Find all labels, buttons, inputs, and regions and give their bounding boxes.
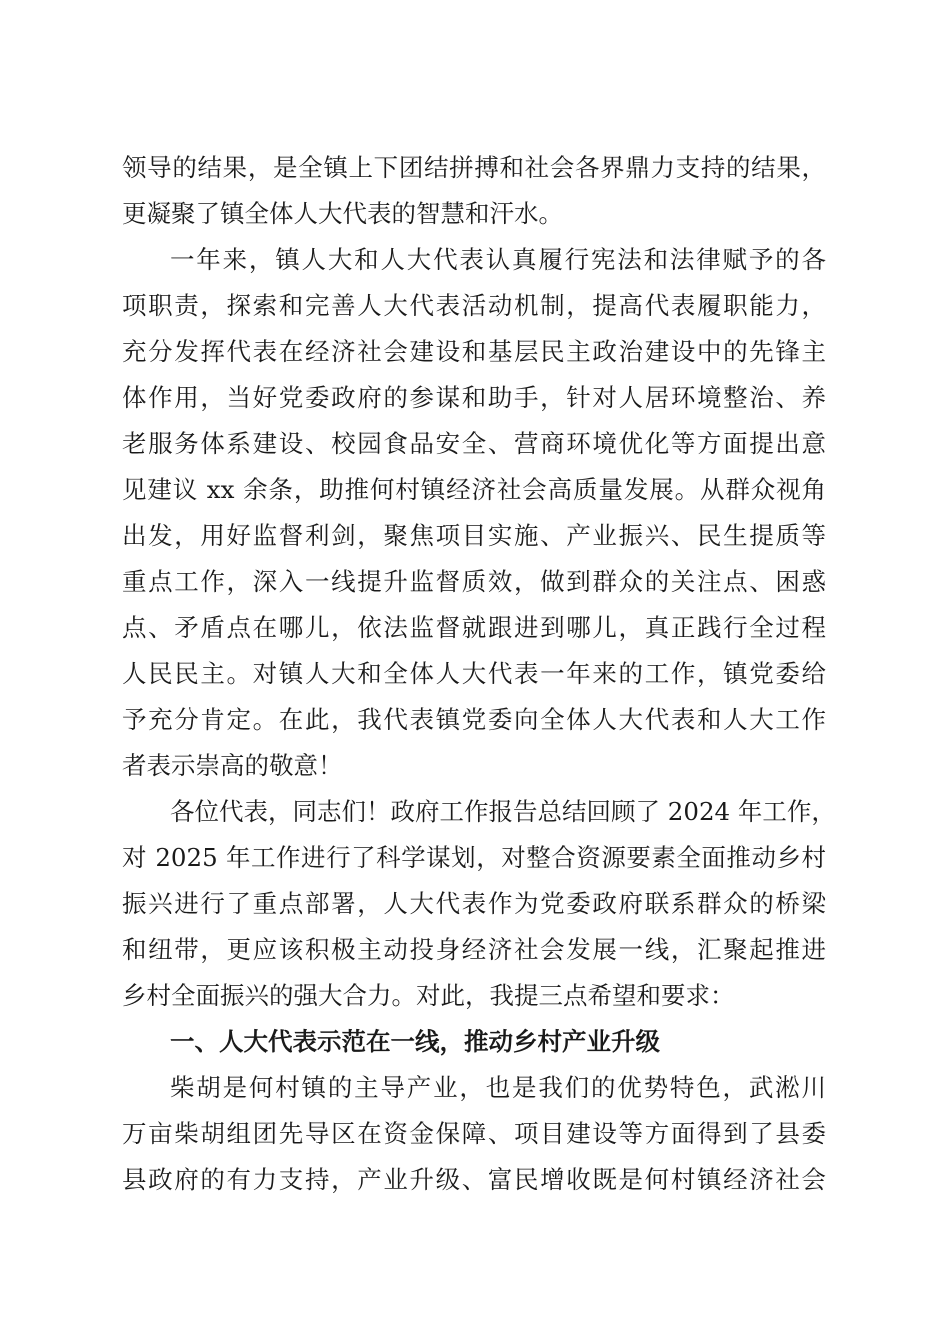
paragraph-line: 人民民主。对镇人大和全体人大代表一年来的工作，镇党委给 — [122, 659, 826, 688]
paragraph-line: 和纽带，更应该积极主动投身经济社会发展一线，汇聚起推进 — [122, 935, 826, 964]
paragraph-line: 振兴进行了重点部署，人大代表作为党委政府联系群众的桥梁 — [122, 889, 826, 918]
paragraph-line: 领导的结果，是全镇上下团结拼搏和社会各界鼎力支持的结果， — [122, 153, 826, 182]
paragraph-line: 乡村全面振兴的强大合力。对此，我提三点希望和要求： — [122, 981, 735, 1010]
paragraph-line: 万亩柴胡组团先导区在资金保障、项目建设等方面得到了县委 — [122, 1119, 826, 1148]
paragraph-line: 出发，用好监督利剑，聚焦项目实施、产业振兴、民生提质等 — [122, 521, 826, 550]
paragraph-line: 老服务体系建设、校园食品安全、营商环境优化等方面提出意 — [122, 429, 826, 458]
paragraph-line: 点、矛盾点在哪儿，依法监督就跟进到哪儿，真正践行全过程 — [122, 613, 826, 642]
paragraph-line: 见建议 xx 余条，助推何村镇经济社会高质量发展。从群众视角 — [122, 475, 826, 504]
paragraph-line: 对 2025 年工作进行了科学谋划，对整合资源要素全面推动乡村 — [122, 843, 826, 872]
paragraph-line: 重点工作，深入一线提升监督质效，做到群众的关注点、困惑 — [122, 567, 826, 596]
paragraph-line: 一年来，镇人大和人大代表认真履行宪法和法律赋予的各 — [170, 245, 826, 274]
section-heading: 一、人大代表示范在一线，推动乡村产业升级 — [170, 1027, 660, 1056]
paragraph-line: 者表示崇高的敬意！ — [122, 751, 343, 780]
paragraph-line: 县政府的有力支持，产业升级、富民增收既是何村镇经济社会 — [122, 1165, 826, 1194]
paragraph-line: 项职责，探索和完善人大代表活动机制，提高代表履职能力， — [122, 291, 826, 320]
paragraph-line: 体作用，当好党委政府的参谋和助手，针对人居环境整治、养 — [122, 383, 826, 412]
paragraph-line: 各位代表，同志们！政府工作报告总结回顾了 2024 年工作， — [170, 797, 836, 826]
paragraph-line: 予充分肯定。在此，我代表镇党委向全体人大代表和人大工作 — [122, 705, 826, 734]
paragraph-line: 柴胡是何村镇的主导产业，也是我们的优势特色，武淞川 — [170, 1073, 826, 1102]
paragraph-line: 充分发挥代表在经济社会建设和基层民主政治建设中的先锋主 — [122, 337, 826, 366]
paragraph-line: 更凝聚了镇全体人大代表的智慧和汗水。 — [122, 199, 563, 228]
